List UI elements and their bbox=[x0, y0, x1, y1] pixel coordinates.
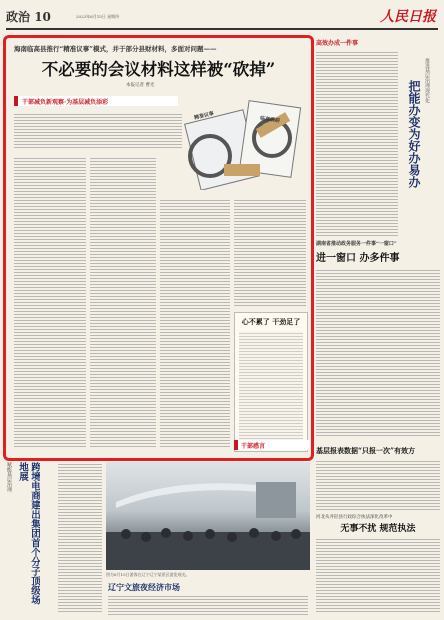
masthead-logo: 人民日报 bbox=[380, 9, 436, 25]
left-lower-section bbox=[6, 462, 104, 612]
subhead-2 bbox=[234, 440, 310, 450]
right-lower-kicker: 河北从井陉县行政综合执法深化改革中 bbox=[316, 515, 393, 520]
intro-text bbox=[14, 112, 182, 150]
illustration bbox=[184, 94, 306, 190]
right-lower-title: 基层报表数据“只报一次”有效方 bbox=[316, 446, 416, 455]
column-3-text bbox=[160, 198, 230, 448]
column-4-text bbox=[234, 198, 306, 308]
sidebar-title: 心不累了 干劲足了 bbox=[241, 317, 301, 326]
column-2-text bbox=[90, 156, 156, 448]
right-top-section bbox=[316, 38, 440, 238]
right-section-label: 高效办成一件事 bbox=[316, 40, 359, 47]
right-lower-headline: 无事不扰 规范执法 bbox=[340, 524, 416, 534]
vertical-side-note: 推进基层治理现代化 bbox=[424, 58, 430, 103]
byline: 本报记者 曹光 bbox=[126, 83, 155, 88]
vertical-title-text: 把能办变为好办易办 bbox=[407, 80, 421, 188]
article-kicker: 海南临高县推行“精准议事”模式，并于部分县财材料，多面对问题—— bbox=[14, 45, 217, 53]
sidebar-text bbox=[239, 331, 303, 441]
illustration-tag-1: 精准议事 bbox=[193, 110, 215, 122]
bottom-photo bbox=[106, 462, 310, 570]
date-line: 2023年6月15日 星期四 bbox=[76, 14, 120, 19]
left-vertical-headline: 跨境电商建出集团首个分子顶级场地展 bbox=[17, 462, 40, 605]
subhead-band bbox=[14, 96, 178, 106]
left-lower-text bbox=[58, 462, 102, 612]
page-header bbox=[6, 8, 438, 28]
right-lower-section bbox=[316, 446, 440, 616]
illustration-tag-2: 临高调研 bbox=[259, 115, 281, 125]
vertical-title bbox=[404, 50, 438, 238]
right-lower-text-b bbox=[316, 537, 440, 613]
bottom-text bbox=[108, 594, 308, 616]
right-mid-title: 进一窗口 办多件事 bbox=[316, 253, 400, 264]
photo-caption: 图为6月15日游客在辽宁辽宁某景区游览观光。 bbox=[106, 572, 190, 577]
subhead-2-label: 干部感言 bbox=[241, 443, 266, 450]
right-lower-text-a bbox=[316, 459, 440, 511]
section-label: 政治 10 bbox=[6, 10, 51, 24]
bottom-headline: 辽宁文旅夜经济市场 bbox=[108, 582, 180, 592]
right-col-text-a bbox=[316, 50, 398, 236]
sidebar-box bbox=[234, 312, 308, 452]
main-article-highlight[interactable] bbox=[6, 38, 311, 458]
subhead-label: 干部减负新观察·为基层减负添彩 bbox=[22, 99, 109, 106]
left-vertical-kicker: 赋能基层治理 bbox=[6, 462, 12, 492]
right-mid-kicker: 湖南省推动政务服务一件事“一窗口” bbox=[316, 241, 397, 247]
right-mid-text bbox=[316, 268, 440, 438]
right-mid-section bbox=[316, 240, 440, 440]
column-1-text bbox=[14, 156, 86, 448]
article-title: 不必要的会议材料这样被“砍掉” bbox=[41, 60, 276, 79]
header-rule bbox=[6, 28, 438, 30]
